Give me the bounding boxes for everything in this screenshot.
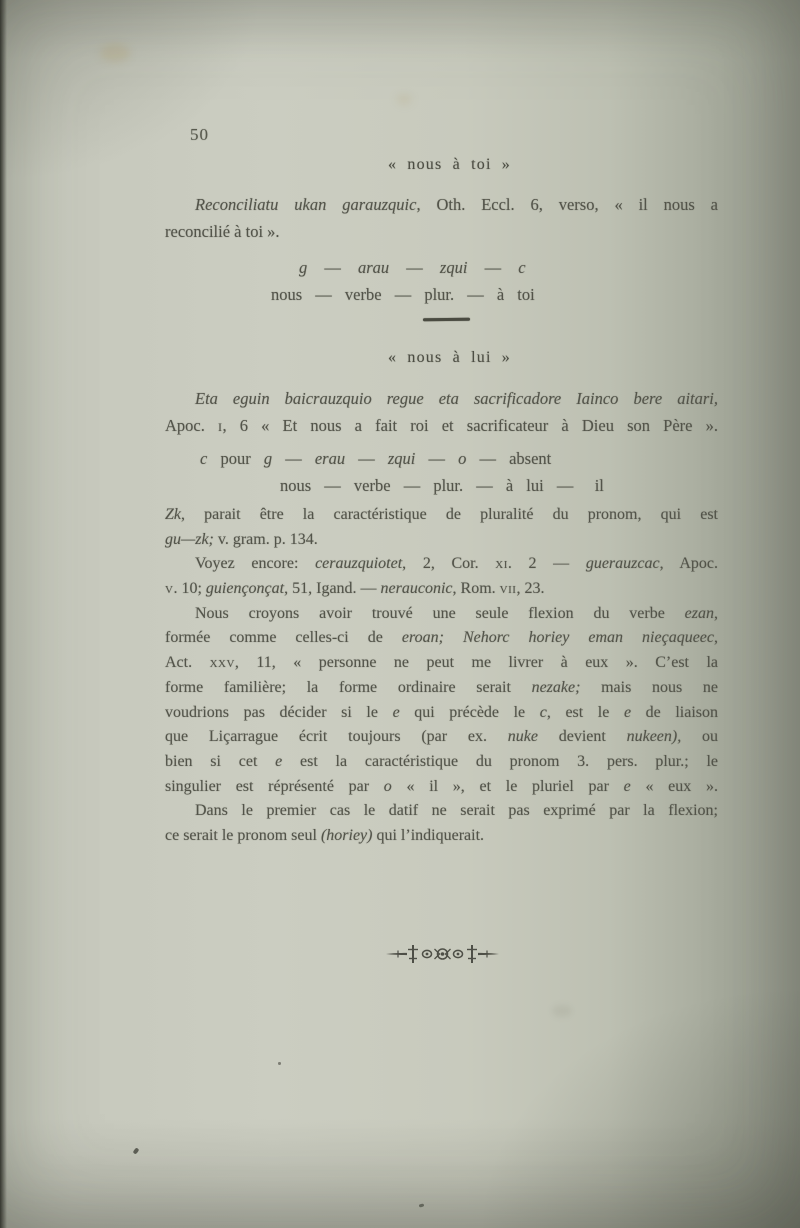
paper-speck	[419, 1203, 425, 1207]
page-edge-shadow	[0, 0, 7, 1228]
commentary-line: v. 10; guiençonçat, 51, Igand. — nerauconic, Rom. vii, 23.	[165, 580, 545, 598]
section-heading-nous-a-lui: « nous à lui »	[387, 349, 512, 366]
citation-line: Apoc. i, 6 « Et nous a fait roi et sacrificateur à Dieu son Père ».	[165, 416, 718, 435]
citation-line: Eta eguin baicrauzquio regue eta sacrificadore Iainco bere aitari,	[195, 389, 718, 408]
commentary-line: Nous croyons avoir trouvé une seule flexion du verbe ezan,	[195, 604, 718, 622]
commentary-line: forme familière; la forme ordinaire serait nezake; mais nous ne	[165, 678, 718, 696]
commentary-line: voudrions pas décider si le e qui précède le c, est le e de liaison	[165, 703, 719, 721]
commentary-line: Zk, parait être la caractéristique de pluralité du pronom, qui est	[165, 506, 718, 523]
commentary-line: que Liçarrague écrit toujours (par ex. nuke devient nukeen), ou	[165, 728, 719, 746]
commentary-line: Voyez encore: cerauzquiotet, 2, Cor. xi. 2 — guerauzcac, Apoc.	[195, 555, 719, 573]
gloss-table	[165, 445, 718, 499]
commentary-line: bien si cet e est la caractéristique du pronom 3. pers. plur.; le	[165, 752, 719, 770]
paper-stain	[100, 44, 130, 62]
gloss-row: nous — verbe — plur. — à lui — il	[280, 476, 604, 495]
citation-line: Reconciliatu ukan garauzquic, Oth. Eccl. 6, verso, « il nous a	[195, 195, 718, 214]
section-heading-nous-a-toi: « nous à toi »	[387, 156, 512, 173]
citation-paragraph	[165, 191, 718, 245]
gloss-table	[165, 254, 718, 308]
paper-speck	[133, 1147, 140, 1154]
fleuron-ornament-icon	[385, 942, 500, 966]
commentary-line: Act. xxv, 11, « personne ne peut me livrer à eux ». C’est la	[165, 654, 719, 672]
commentary-line: gu—zk; v. gram. p. 134.	[165, 530, 318, 548]
gloss-row: nous — verbe — plur. — à toi	[271, 285, 535, 304]
paper-stain	[396, 94, 412, 105]
commentary-line: Dans le premier cas le datif ne serait pas exprimé par la flexion;	[195, 802, 718, 820]
gloss-row: g — arau — zqui — c	[299, 258, 526, 277]
commentary-block	[165, 503, 718, 849]
paper-stain	[552, 1005, 572, 1017]
section-divider-rule	[423, 318, 470, 321]
gloss-row: c pour g — erau — zqui — o — absent	[200, 449, 552, 468]
page-number: 50	[190, 125, 209, 144]
citation-paragraph	[165, 385, 718, 439]
commentary-line: ce serait le pronom seul (horiey) qui l’indiquerait.	[165, 826, 485, 844]
commentary-line: formée comme celles-ci de eroan; Nehorc horiey eman nieçaqueec,	[165, 629, 719, 647]
paper-speck	[278, 1062, 281, 1065]
citation-line: reconcilié à toi ».	[165, 222, 280, 241]
commentary-line: singulier est réprésenté par o « il », et le pluriel par e « eux ».	[165, 777, 718, 795]
